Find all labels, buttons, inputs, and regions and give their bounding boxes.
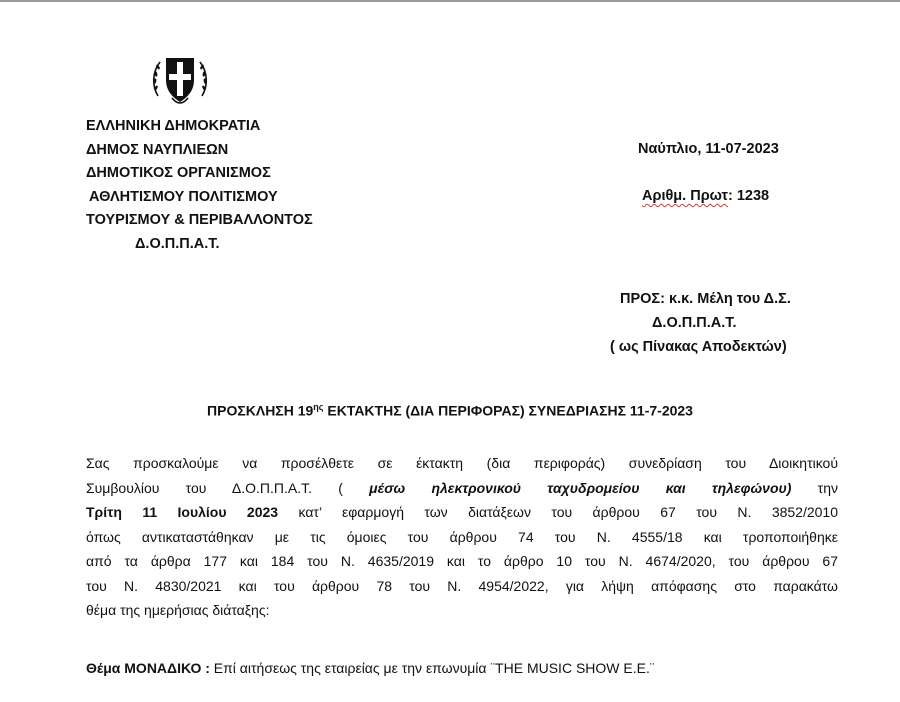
body-line: θέμα της ημερήσιας διάταξης: <box>86 602 270 618</box>
issuer-block <box>86 115 313 256</box>
invitation-title-prefix: ΠΡΟΣΚΛΗΣΗ 19 <box>207 402 314 419</box>
body-text: κατ’ εφαρμογή των διατάξεων του άρθρου 67 του Ν. 3852/2010 <box>278 504 838 520</box>
protocol-label: Αριθμ. Πρωτ <box>642 188 728 204</box>
protocol-number <box>642 188 769 204</box>
issuer-line: ΤΟΥΡΙΣΜΟΥ & ΠΕΡΙΒΑΛΛΟΝΤΟΣ <box>86 212 313 228</box>
issuer-line: ΕΛΛΗΝΙΚΗ ΔΗΜΟΚΡΑΤΙΑ <box>86 118 261 134</box>
greek-coat-of-arms-icon <box>150 50 210 110</box>
invitation-title <box>0 402 900 419</box>
invitation-title-superscript: ης <box>313 402 324 412</box>
place-date: Ναύπλιο, 11-07-2023 <box>638 141 779 157</box>
recipients-line: ( ως Πίνακας Αποδεκτών) <box>610 339 787 355</box>
body-text: Συμβουλίου του Δ.Ο.Π.Π.Α.Τ. ( <box>86 479 370 496</box>
issuer-line: Δ.Ο.Π.Π.Α.Τ. <box>135 235 220 252</box>
body-line <box>86 476 838 501</box>
topic-text: Επί αιτήσεως της εταιρείας με την επωνυμία ¨THE MUSIC SHOW E.E.¨ <box>209 660 655 676</box>
invitation-body <box>86 451 838 623</box>
agenda-topic <box>86 660 655 676</box>
recipients-block <box>610 287 791 359</box>
top-border <box>0 0 900 2</box>
body-text: την <box>791 479 838 496</box>
issuer-line: ΑΘΛΗΤΙΣΜΟΥ ΠΟΛΙΤΙΣΜΟΥ <box>89 188 278 205</box>
body-line: Σας προσκαλούμε να προσέλθετε σε έκτακτη (δια περιφοράς) συνεδρίαση του Διοικητικού <box>86 455 838 471</box>
body-emphasis: μέσω ηλεκτρονικού ταχυδρομείου και τηλεφώνου) <box>369 479 792 496</box>
issuer-line: ΔΗΜΟΤΙΚΟΣ ΟΡΓΑΝΙΣΜΟΣ <box>86 165 271 181</box>
recipients-line: Δ.Ο.Π.Π.Α.Τ. <box>652 315 737 331</box>
invitation-title-suffix: ΕΚΤΑΚΤΗΣ (ΔΙΑ ΠΕΡΙΦΟΡΑΣ) ΣΥΝΕΔΡΙΑΣΗΣ 11-7-2023 <box>323 402 693 419</box>
body-line: του Ν. 4830/2021 και του άρθρου 78 του Ν. 4954/2022, για λήψη απόφασης στο παρακάτω <box>86 577 838 594</box>
meeting-date: Τρίτη 11 Ιουλίου 2023 <box>86 504 279 520</box>
recipients-line: ΠΡΟΣ: κ.κ. Μέλη του Δ.Σ. <box>620 291 791 307</box>
body-line: όπως αντικαταστάθηκαν με τις όμοιες του άρθρου 74 του Ν. 4555/18 και τροποποιήθηκε <box>86 528 838 545</box>
issuer-line: ΔΗΜΟΣ ΝΑΥΠΛΙΕΩΝ <box>86 141 229 158</box>
body-line: από τα άρθρα 177 και 184 του Ν. 4635/2019 και το άρθρο 10 του Ν. 4674/2020, του άρθρου 67 <box>86 553 838 569</box>
protocol-value: : 1238 <box>728 188 770 204</box>
body-line <box>86 500 838 525</box>
topic-label: Θέμα ΜΟΝΑΔΙΚΟ : <box>86 660 210 676</box>
